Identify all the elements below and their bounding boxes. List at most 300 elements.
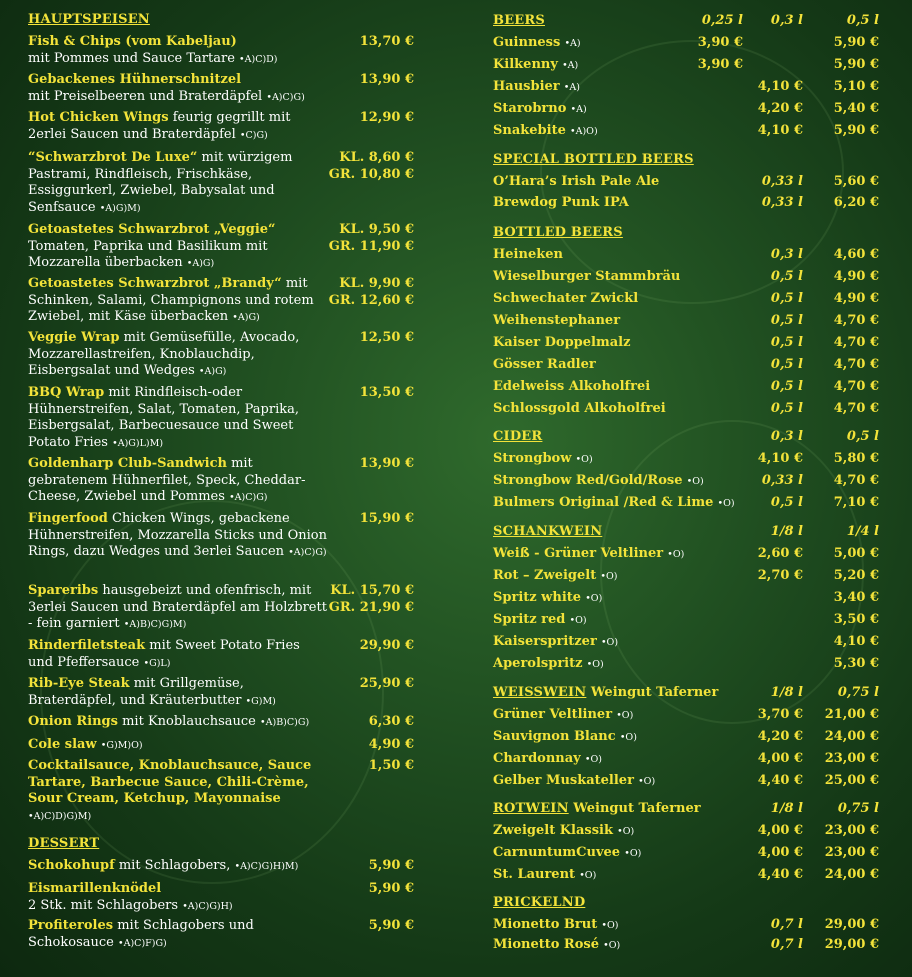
- price-bottle: 24,00 €: [824, 729, 879, 744]
- price-value: 25,90 €: [359, 676, 414, 691]
- menu-item-price: [369, 858, 414, 875]
- menu-item-price: [360, 676, 414, 693]
- price-value: 12,50 €: [359, 330, 414, 345]
- price-large: 5,80 €: [833, 451, 879, 466]
- price-05: 5,90 €: [833, 57, 879, 72]
- menu-item-text: [28, 72, 328, 106]
- price-large: 4,10 €: [833, 634, 879, 649]
- drink-name: Schlossgold Alkoholfrei: [493, 401, 666, 416]
- menu-item-name: BBQ Wrap: [28, 385, 105, 400]
- dessert-item: [28, 881, 416, 915]
- menu-item-text: [28, 150, 328, 217]
- drink-row: [493, 728, 885, 746]
- menu-item-text: [28, 222, 328, 273]
- price-large: 4,70 €: [833, 473, 879, 488]
- menu-item-price: [360, 72, 414, 89]
- price-value: 15,90 €: [359, 511, 414, 526]
- allergen-codes: •O): [638, 776, 656, 787]
- allergen-codes: •A)G): [232, 312, 260, 323]
- price-03: 4,10 €: [757, 123, 803, 138]
- menu-item-name: Cole slaw: [28, 737, 97, 752]
- menu-item: [28, 638, 416, 672]
- menu-item: [28, 72, 416, 106]
- menu-item: [28, 758, 416, 825]
- size-label: 0,3 l: [770, 13, 803, 28]
- price-value: 5,90 €: [368, 858, 414, 873]
- menu-item-price: [329, 150, 414, 183]
- menu-item: [28, 110, 416, 144]
- price-small: 0,5 l: [770, 495, 803, 510]
- menu-item-description: 2 Stk. mit Schlagobers: [28, 897, 179, 913]
- size-value: 0,33 l: [761, 174, 803, 189]
- drink-row: [493, 378, 885, 396]
- allergen-codes: •O): [569, 615, 587, 626]
- drink-name: Brewdog Punk IPA: [493, 195, 629, 210]
- menu-item-description: feurig gegrillt mit 2erlei Saucen und Braterdäpfel: [28, 110, 291, 142]
- drink-name: Gösser Radler: [493, 357, 596, 372]
- menu-item-price: [329, 222, 414, 255]
- drink-name: Grüner Veltliner: [493, 707, 613, 722]
- drink-name: Spritz white: [493, 590, 582, 605]
- drink-name: Strongbow: [493, 451, 572, 466]
- menu-item-text: [28, 737, 328, 755]
- menu-item-price: [329, 276, 414, 309]
- price-value: 4,90 €: [368, 737, 414, 752]
- size-label: 0,75 l: [837, 685, 879, 700]
- section-header: [493, 800, 885, 818]
- price-value: KL. 8,60 €: [339, 150, 414, 165]
- price-05: 5,90 €: [833, 35, 879, 50]
- menu-item-description: mit gebratenem Hühnerfilet, Speck, Cheddar-Cheese, Zwiebel und Pommes: [28, 456, 306, 504]
- drink-name: Snakebite: [493, 123, 566, 138]
- drink-name: Kilkenny: [493, 57, 558, 72]
- price-value: 13,90 €: [359, 456, 414, 471]
- price-value: 13,70 €: [359, 34, 414, 49]
- size-value: 0,7 l: [770, 937, 803, 952]
- drink-row: [493, 772, 885, 790]
- menu-item-price: [360, 456, 414, 473]
- drink-row: [493, 100, 885, 118]
- allergen-codes: •A)C)G)H)M): [234, 861, 299, 872]
- drink-name: O’Hara’s Irish Pale Ale: [493, 174, 660, 189]
- price-value: 29,00 €: [824, 917, 879, 932]
- size-value: 0,5 l: [770, 335, 803, 350]
- size-value: 0,5 l: [770, 379, 803, 394]
- menu-item: [28, 714, 416, 732]
- menu-item-name: Spareribs: [28, 583, 99, 598]
- drink-name: Weihenstephaner: [493, 313, 621, 328]
- menu-item-price: [360, 638, 414, 655]
- allergen-codes: •O): [585, 593, 603, 604]
- drink-row: [493, 78, 885, 96]
- price-value-large: GR. 12,60 €: [328, 292, 414, 308]
- price-glass: 4,40 €: [757, 867, 803, 882]
- dessert-item: [28, 858, 416, 876]
- menu-item-text: [28, 676, 328, 710]
- price-value-large: GR. 11,90 €: [328, 238, 414, 254]
- allergen-codes: •O): [619, 732, 637, 743]
- section-title-schankwein: SCHANKWEIN: [493, 524, 603, 539]
- section-title-weisswein: WEISSWEIN: [493, 685, 587, 700]
- drink-row: [493, 844, 885, 862]
- drink-row: [493, 56, 885, 74]
- menu-item-price: [360, 110, 414, 127]
- allergen-codes: •A)B)C)G)M): [123, 619, 187, 630]
- size-value: 0,5 l: [770, 291, 803, 306]
- section-header: [493, 151, 885, 169]
- menu-item-text: [28, 330, 328, 381]
- size-label: 1/8 l: [770, 801, 803, 816]
- price-glass: 4,00 €: [757, 823, 803, 838]
- price-value: 4,70 €: [833, 313, 879, 328]
- drink-name: Rot – Zweigelt: [493, 568, 597, 583]
- price-large: 7,10 €: [833, 495, 879, 510]
- drink-name: Mionetto Rosé: [493, 937, 599, 952]
- menu-item-description: mit Pommes und Sauce Tartare: [28, 50, 235, 66]
- drink-name: Chardonnay: [493, 751, 581, 766]
- allergen-codes: •O): [600, 637, 619, 648]
- drink-row: [493, 866, 885, 884]
- menu-item-name: Profiteroles: [28, 918, 114, 933]
- menu-item-description: mit Schlagobers und Schokosauce: [28, 918, 254, 950]
- drink-row: [493, 936, 885, 954]
- allergen-codes: •O): [586, 659, 604, 670]
- size-value: 0,5 l: [770, 313, 803, 328]
- drink-row: [493, 545, 885, 563]
- section-header: [493, 894, 885, 912]
- price-value: 6,30 €: [368, 714, 414, 729]
- drink-name: Edelweiss Alkoholfrei: [493, 379, 651, 394]
- price-value: 5,60 €: [833, 174, 879, 189]
- section-header: [493, 224, 885, 242]
- price-large: 5,00 €: [833, 546, 879, 561]
- drink-row: [493, 589, 885, 607]
- section-header: [493, 12, 885, 30]
- price-05: 5,10 €: [833, 79, 879, 94]
- drink-name: Zweigelt Klassik: [493, 823, 613, 838]
- drink-row: [493, 334, 885, 352]
- price-value: 29,90 €: [359, 638, 414, 653]
- menu-item: [28, 511, 416, 562]
- allergen-codes: •A)G)L)M): [112, 437, 164, 449]
- allergen-codes: •O): [603, 940, 621, 951]
- menu-item-name: Getoastetes Schwarzbrot „Veggie“: [28, 222, 276, 237]
- menu-item-price: [360, 330, 414, 347]
- menu-item-text: [28, 714, 328, 732]
- menu-item-name: Schokohupf: [28, 858, 115, 873]
- allergen-codes: •A)G)M): [99, 202, 141, 214]
- menu-item-price: [369, 881, 414, 898]
- price-bottle: 23,00 €: [824, 751, 879, 766]
- menu-item-text: [28, 276, 328, 327]
- allergen-codes: •A)C)D)G)M): [28, 810, 92, 822]
- price-value: 13,90 €: [359, 72, 414, 87]
- menu-item-text: [28, 110, 328, 144]
- drink-row: [493, 916, 885, 934]
- menu-item-name: Rinderfiletsteak: [28, 638, 146, 653]
- price-value: 4,70 €: [833, 357, 879, 372]
- menu-item-price: [329, 583, 414, 616]
- price-value: 4,70 €: [833, 335, 879, 350]
- drink-row: [493, 706, 885, 724]
- menu-item-price: [360, 385, 414, 402]
- allergen-codes: •A)O): [570, 126, 598, 137]
- price-value-large: GR. 21,90 €: [328, 599, 414, 615]
- drink-name: Guinness: [493, 35, 561, 50]
- price-05: 5,40 €: [833, 101, 879, 116]
- price-large: 3,40 €: [833, 590, 879, 605]
- allergen-codes: •O): [686, 476, 704, 487]
- menu-item-description: mit Gemüsefülle, Avocado, Mozzarellastreifen, Knoblauchdip, Eisbergsalat und Wedges: [28, 330, 300, 378]
- drink-name: Kaiser Doppelmalz: [493, 335, 631, 350]
- price-value-large: GR. 10,80 €: [328, 166, 414, 182]
- menu-item-price: [369, 737, 414, 754]
- price-value: 29,00 €: [824, 937, 879, 952]
- menu-item: [28, 150, 416, 217]
- menu-item: [28, 330, 416, 381]
- size-value: 0,3 l: [770, 247, 803, 262]
- section-subtitle: Weingut Taferner: [568, 801, 701, 816]
- menu-item-description: Tomaten, Paprika und Basilikum mit Mozzarella überbacken: [28, 238, 268, 270]
- size-value: 0,5 l: [770, 269, 803, 284]
- menu-item-name: Gebackenes Hühnerschnitzel: [28, 72, 242, 87]
- menu-item: [28, 737, 416, 755]
- price-large: 3,50 €: [833, 612, 879, 627]
- drink-name: Wieselburger Stammbräu: [493, 269, 681, 284]
- price-bottle: 23,00 €: [824, 845, 879, 860]
- menu-item-description: Chicken Wings, gebackene Hühnerstreifen, Mozzarella Sticks und Onion Rings, dazu Wedges und 3erlei Saucen: [28, 511, 327, 559]
- price-small: 2,70 €: [757, 568, 803, 583]
- drink-row: [493, 34, 885, 52]
- price-value: 4,70 €: [833, 401, 879, 416]
- price-value: 5,90 €: [368, 918, 414, 933]
- menu-item-text: [28, 385, 328, 452]
- menu-item-description: mit Rindfleisch-oder Hühnerstreifen, Salat, Tomaten, Paprika, Eisbergsalat, Barbecuesauce und Sweet Potato Fries: [28, 385, 300, 450]
- allergen-codes: •O): [624, 848, 642, 859]
- menu-item: [28, 456, 416, 507]
- price-value: 4,90 €: [833, 291, 879, 306]
- allergen-codes: •A)C)G): [266, 91, 305, 103]
- allergen-codes: •A): [570, 104, 587, 115]
- price-05: 5,90 €: [833, 123, 879, 138]
- menu-item-description: hausgebeizt und ofenfrisch, mit 3erlei Saucen und Braterdäpfel am Holzbrett - fein garniert: [28, 583, 327, 631]
- drink-row: [493, 122, 885, 140]
- price-glass: 3,70 €: [757, 707, 803, 722]
- drink-name: Spritz red: [493, 612, 566, 627]
- price-value: 4,90 €: [833, 269, 879, 284]
- menu-item-text: [28, 583, 328, 634]
- menu-item-price: [369, 714, 414, 731]
- section-title-rotwein: ROTWEIN: [493, 801, 569, 816]
- drink-name: Gelber Muskateller: [493, 773, 634, 788]
- price-value: KL. 9,90 €: [339, 276, 414, 291]
- price-value: 12,90 €: [359, 110, 414, 125]
- price-glass: 4,00 €: [757, 751, 803, 766]
- menu-item-description: mit Sweet Potato Fries und Pfeffersauce: [28, 638, 300, 670]
- price-glass: 4,20 €: [757, 729, 803, 744]
- size-label: 1/8 l: [770, 685, 803, 700]
- allergen-codes: •G)L): [143, 657, 171, 669]
- drink-row: [493, 268, 885, 286]
- allergen-codes: •G)M)O): [100, 740, 143, 751]
- size-label: 0,75 l: [837, 801, 879, 816]
- drink-row: [493, 400, 885, 418]
- allergen-codes: •O): [600, 571, 618, 582]
- allergen-codes: •A)C)F)G): [118, 937, 167, 949]
- menu-item-name: Hot Chicken Wings: [28, 110, 169, 125]
- menu-item: [28, 583, 416, 634]
- drink-row: [493, 356, 885, 374]
- price-large: 5,30 €: [833, 656, 879, 671]
- section-header: [493, 523, 885, 541]
- section-title-bottled-beers: BOTTLED BEERS: [493, 225, 623, 240]
- menu-item: [28, 385, 416, 452]
- price-03: 4,10 €: [757, 79, 803, 94]
- allergen-codes: •A)C)G): [288, 547, 327, 558]
- allergen-codes: •A)G): [198, 366, 227, 377]
- drink-name: Aperolspritz: [493, 656, 583, 671]
- drink-name: Starobrno: [493, 101, 567, 116]
- drink-name: Sauvignon Blanc: [493, 729, 616, 744]
- price-value: KL. 9,50 €: [339, 222, 414, 237]
- section-title-prickelnd: PRICKELND: [493, 895, 586, 910]
- menu-item-text: [28, 881, 328, 915]
- allergen-codes: •O): [584, 754, 602, 765]
- drink-row: [493, 494, 885, 512]
- size-value: 0,33 l: [761, 195, 803, 210]
- drink-row: [493, 655, 885, 673]
- section-header: [493, 428, 885, 446]
- drink-name: CarnuntumCuvee: [493, 845, 621, 860]
- section-title-dessert: DESSERT: [28, 836, 100, 851]
- drink-row: [493, 450, 885, 468]
- section-title-special-bottled-beers: SPECIAL BOTTLED BEERS: [493, 152, 694, 167]
- allergen-codes: •A)G): [186, 258, 215, 269]
- section-header: [493, 684, 885, 702]
- menu-item-text: [28, 918, 328, 952]
- menu-item-description: mit würzigem Pastrami, Rindfleisch, Frischkäse, Essiggurkerl, Zwiebel, Babysalat und Senfsauce: [28, 150, 293, 215]
- size-value: 0,5 l: [770, 401, 803, 416]
- menu-item: [28, 676, 416, 710]
- drink-name: Hausbier: [493, 79, 560, 94]
- size-value: 0,5 l: [770, 357, 803, 372]
- drink-name: Mionetto Brut: [493, 917, 598, 932]
- price-small: 2,60 €: [757, 546, 803, 561]
- menu-item-name: Onion Rings: [28, 714, 118, 729]
- menu-item-name: Veggie Wrap: [28, 330, 120, 345]
- menu-item-description: mit Knoblauchsauce: [117, 714, 256, 729]
- menu-item-price: [369, 918, 414, 935]
- allergen-codes: •O): [575, 454, 593, 465]
- menu-item-name: Fingerfood: [28, 511, 108, 526]
- menu-item-text: [28, 511, 328, 562]
- drink-row: [493, 290, 885, 308]
- drink-row: [493, 822, 885, 840]
- allergen-codes: •G)M): [245, 695, 276, 707]
- allergen-codes: •A)C)D): [239, 53, 278, 65]
- size-label: 0,25 l: [701, 13, 743, 28]
- price-bottle: 25,00 €: [824, 773, 879, 788]
- section-subtitle: Weingut Taferner: [586, 685, 719, 700]
- allergen-codes: •A): [563, 82, 580, 93]
- price-value: KL. 15,70 €: [330, 583, 414, 598]
- drink-row: [493, 173, 885, 191]
- drink-row: [493, 750, 885, 768]
- dessert-item: [28, 918, 416, 952]
- drink-row: [493, 611, 885, 629]
- section-title-hauptspeisen: HAUPTSPEISEN: [28, 12, 150, 27]
- section-title-beers: BEERS: [493, 13, 545, 28]
- allergen-codes: •O): [601, 920, 619, 931]
- price-025: 3,90 €: [697, 57, 743, 72]
- menu-item-text: [28, 456, 328, 507]
- drink-name: St. Laurent: [493, 867, 576, 882]
- menu-item-description: mit Schlagobers,: [114, 858, 231, 873]
- menu-item-name: “Schwarzbrot De Luxe“: [28, 150, 198, 165]
- drink-row: [493, 472, 885, 490]
- menu-item-price: [360, 511, 414, 528]
- price-large: 5,20 €: [833, 568, 879, 583]
- size-value: 0,7 l: [770, 917, 803, 932]
- size-label: 0,5 l: [846, 13, 879, 28]
- price-glass: 4,00 €: [757, 845, 803, 860]
- allergen-codes: •C)G): [239, 129, 268, 141]
- menu-item-text: [28, 34, 328, 68]
- price-value: 13,50 €: [359, 385, 414, 400]
- menu-item-text: [28, 758, 328, 825]
- allergen-codes: •A)B)C)G): [260, 717, 310, 728]
- drink-row: [493, 567, 885, 585]
- allergen-codes: •A)C)G): [229, 492, 268, 503]
- menu-item-text: [28, 638, 328, 672]
- menu-item-name: Rib-Eye Steak: [28, 676, 130, 691]
- drink-name: Weiß - Grüner Veltliner: [493, 546, 664, 561]
- price-small: 0,33 l: [761, 473, 803, 488]
- price-value: 6,20 €: [833, 195, 879, 210]
- price-value: 5,90 €: [368, 881, 414, 896]
- drink-name: Schwechater Zwickl: [493, 291, 639, 306]
- menu-item-description: mit Schinken, Salami, Champignons und rotem Zwiebel, mit Käse überbacken: [28, 276, 314, 324]
- menu-item-name: Cocktailsauce, Knoblauchsauce, Sauce Tartare, Barbecue Sauce, Chili-Crème, Sour Cream, Ketchup, Mayonnaise: [28, 758, 312, 806]
- price-bottle: 21,00 €: [824, 707, 879, 722]
- drink-row: [493, 633, 885, 651]
- menu-item-name: Eismarillenknödel: [28, 881, 162, 896]
- price-bottle: 23,00 €: [824, 823, 879, 838]
- menu-item-text: [28, 858, 328, 876]
- allergen-codes: •O): [579, 870, 597, 881]
- size-label: 0,5 l: [846, 429, 879, 444]
- price-025: 3,90 €: [697, 35, 743, 50]
- drink-row: [493, 194, 885, 212]
- allergen-codes: •A): [564, 38, 581, 49]
- menu-item-description: mit Preiselbeeren und Braterdäpfel: [28, 88, 263, 104]
- allergen-codes: •O): [667, 549, 685, 560]
- allergen-codes: •A)C)G)H): [182, 900, 233, 912]
- menu-item-price: [369, 758, 414, 775]
- price-value: 1,50 €: [368, 758, 414, 773]
- price-glass: 4,40 €: [757, 773, 803, 788]
- menu-item: [28, 34, 416, 68]
- drink-name: Strongbow Red/Gold/Rose: [493, 473, 683, 488]
- menu-item: [28, 222, 416, 273]
- price-value: 4,60 €: [833, 247, 879, 262]
- size-label: 0,3 l: [770, 429, 803, 444]
- drink-name: Bulmers Original /Red & Lime: [493, 495, 714, 510]
- price-value: 4,70 €: [833, 379, 879, 394]
- allergen-codes: •O): [617, 826, 635, 837]
- allergen-codes: •A): [562, 60, 579, 71]
- menu-item-name: Getoastetes Schwarzbrot „Brandy“: [28, 276, 282, 291]
